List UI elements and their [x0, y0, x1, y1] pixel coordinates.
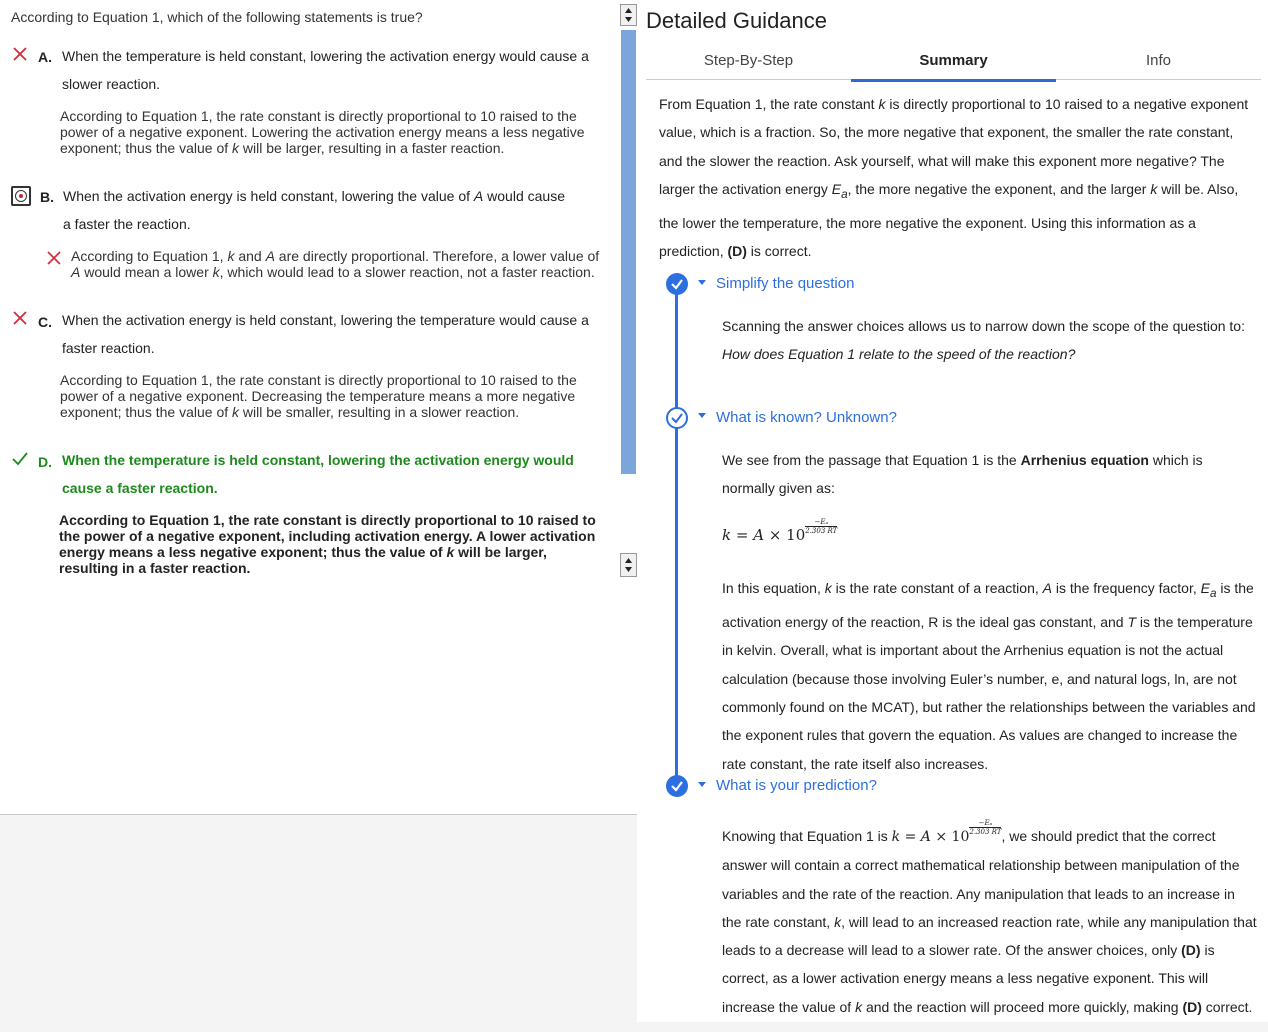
x-icon: [46, 250, 62, 266]
question-panel: [0, 0, 620, 814]
choice-explanation: According to Equation 1, k and A are directly proportional. Therefore, a lower value of A would mean a lower k, which would lead to a slower reaction, not a faster reaction.: [71, 248, 600, 280]
choice-d[interactable]: [0, 444, 610, 584]
check-circle-icon: [666, 273, 688, 295]
guidance-title: Detailed Guidance: [646, 8, 828, 33]
tab-summary[interactable]: Summary: [851, 40, 1056, 80]
step-body: We see from the passage that Equation 1 is the Arrhenius equation which is normally given as:: [722, 452, 1203, 497]
choice-explanation: According to Equation 1, the rate constant is directly proportional to 10 raised to the power of a negative exponent, including activation energy. A lower activation energy means a less negative exponent; thus the value of k will be larger, resulting in a faster reaction.: [59, 512, 596, 576]
step-title[interactable]: What is known? Unknown?: [716, 409, 897, 426]
x-icon: [11, 45, 29, 63]
checkmark-icon: [11, 450, 29, 468]
choice-text: When the temperature is held constant, lowering the activation energy would cause a faster reaction.: [62, 452, 574, 496]
choice-letter: B.: [40, 189, 54, 205]
x-icon: [11, 309, 29, 327]
scroll-up-down-button[interactable]: [620, 553, 637, 577]
radio-selected-icon[interactable]: [11, 186, 31, 206]
scroll-arrows-icon: [624, 557, 633, 573]
question-stem: According to Equation 1, which of the following statements is true?: [11, 9, 423, 25]
choice-explanation: According to Equation 1, the rate constant is directly proportional to 10 raised to the power of a negative exponent. Decreasing the temperature means a more negative exponent; thus the value of k will be smaller, resulting in a slower reaction.: [60, 372, 577, 420]
guidance-footer: [637, 1022, 1268, 1032]
caret-down-icon[interactable]: [698, 280, 706, 285]
choice-explanation: According to Equation 1, the rate constant is directly proportional to 10 raised to the power of a negative exponent. Lowering the activation energy means a less negative exponent; thus the value of k will be larger, resulting in a faster reaction.: [60, 108, 585, 156]
step-body: Knowing that Equation 1 is k = A × 10 $\frac{\text{−Eₐ}}{2.303 RT}$ , we should predict that the correct answer will contain a correct mathematical relationship between manipulation of the variables and the rate of the reaction. Any manipulation that leads to an increase in the rate constant, k, will lead to an increased reaction rate, while any manipulation that leads to a decrease will lead to a slower rate. Of the answer choices, only (D) is correct, as a lower activation energy means a less negative exponent. This will increase the value of k and the reaction will proceed more quickly, making (D) correct.: [722, 819, 1257, 1015]
vertical-scrollbar[interactable]: [620, 0, 637, 814]
summary-paragraph: From Equation 1, the rate constant k is directly proportional to 10 raised to a negative exponent value, which is a fraction. So, the more negative that exponent, the smaller the rate constant, and the slower the reaction. Ask yourself, what will make this exponent more negative? The larger the activation energy $E_a$, the more negative the exponent, and the larger k will be. Also, the lower the temperature, the more negative the exponent. Using this information as a prediction, (D) is correct.: [659, 96, 1249, 260]
tab-info[interactable]: Info: [1145, 51, 1172, 69]
step-body: Scanning the answer choices allows us to narrow down the scope of the question to: How does Equation 1 relate to the speed of the reaction?: [722, 318, 1245, 363]
guidance-panel: [637, 0, 1268, 1022]
steps-timeline: [675, 284, 678, 784]
tab-step-by-step[interactable]: Step-By-Step: [703, 51, 794, 69]
question-panel-footer: [0, 814, 637, 1032]
arrhenius-formula: k = A × 10 $\frac{\text{−Eₐ}}{2.303 RT}$: [722, 518, 838, 544]
guidance-tabs: [646, 40, 1261, 80]
caret-down-icon[interactable]: [698, 413, 706, 418]
step-title[interactable]: What is your prediction?: [716, 777, 877, 794]
caret-down-icon[interactable]: [698, 782, 706, 787]
choice-b[interactable]: [0, 180, 610, 300]
choice-text: When the temperature is held constant, lowering the activation energy would cause a slower reaction.: [62, 48, 589, 92]
scrollbar-thumb[interactable]: [621, 30, 636, 474]
step-body: In this equation, k is the rate constant of a reaction, A is the frequency factor, $E_a$ is the activation energy of the reaction, R is the ideal gas constant, and T is the temperature in kelvin. Overall, what is important about the Arrhenius equation is not the actual calculation (because those involving Euler’s number, e, and natural logs, ln, are not commonly found on the MCAT), but rather the relationships between the variables and the exponent rules that govern the equation. As values are changed to increase the rate constant, the rate itself also increases.: [722, 580, 1256, 772]
choice-c[interactable]: [0, 304, 610, 424]
scroll-up-down-button[interactable]: [620, 4, 637, 26]
choice-text: When the activation energy is held constant, lowering the value of A would cause a faster the reaction.: [63, 188, 565, 232]
choice-a[interactable]: [0, 40, 610, 160]
choice-letter: D.: [38, 454, 52, 470]
check-circle-icon: [666, 407, 688, 429]
choice-letter: C.: [38, 314, 52, 330]
scroll-arrows-icon: [624, 7, 633, 23]
step-title[interactable]: Simplify the question: [716, 275, 855, 292]
choice-text: When the activation energy is held constant, lowering the temperature would cause a faster reaction.: [62, 312, 589, 356]
choice-letter: A.: [38, 49, 52, 65]
check-circle-icon: [666, 775, 688, 797]
